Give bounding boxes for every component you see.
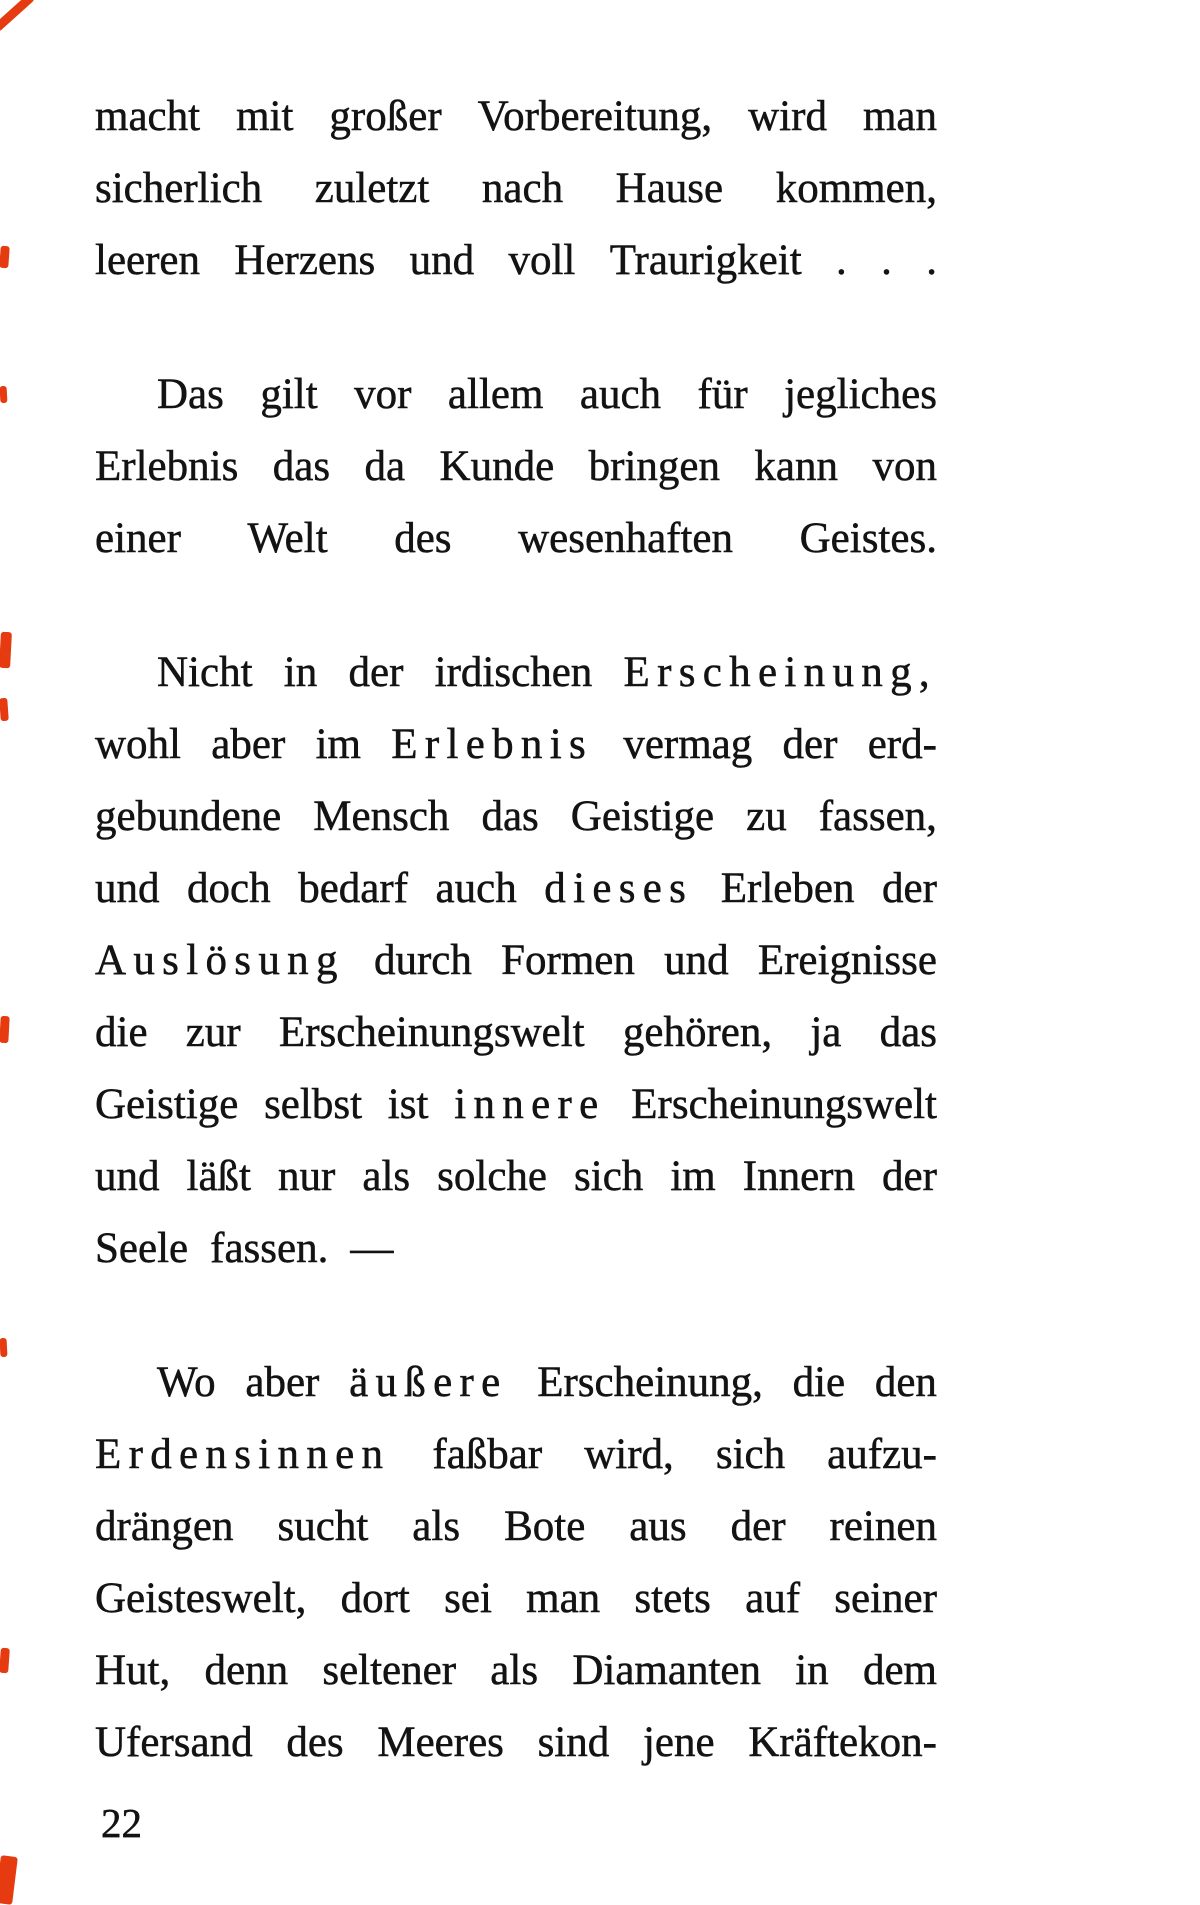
word: und — [95, 1153, 160, 1200]
text-line — [95, 164, 937, 236]
word: den — [874, 1359, 937, 1406]
word: des — [394, 515, 452, 562]
word: . — [926, 237, 937, 284]
word: solche — [437, 1153, 548, 1200]
word: reinen — [829, 1503, 937, 1550]
word: nur — [278, 1153, 336, 1200]
word: kommen, — [775, 165, 937, 212]
text-line — [95, 1224, 937, 1296]
word: wird — [748, 93, 827, 140]
word: wohl — [95, 721, 181, 768]
text-line — [95, 370, 937, 442]
word: leeren — [95, 237, 201, 284]
word: Erleben — [720, 865, 855, 912]
word: läßt — [186, 1153, 251, 1200]
word: ist — [387, 1081, 429, 1128]
word: aber — [211, 721, 286, 768]
word: wird, — [584, 1431, 674, 1478]
word: Vorbereitung, — [477, 93, 713, 140]
word: kann — [754, 443, 839, 490]
word: Erscheinung, — [537, 1359, 763, 1406]
paragraph — [95, 370, 937, 586]
word: gebundene — [95, 793, 282, 840]
word: dem — [862, 1647, 937, 1694]
word: Erlebnis — [391, 721, 594, 768]
word: und — [409, 237, 475, 284]
word: fassen. — [210, 1225, 329, 1272]
word: auf — [745, 1575, 801, 1622]
word: jene — [642, 1719, 715, 1766]
word: und — [95, 865, 160, 912]
word: Formen — [501, 937, 635, 984]
word: sucht — [277, 1503, 369, 1550]
word: als — [412, 1503, 461, 1550]
word: vor — [354, 371, 412, 418]
word: äußere — [349, 1359, 508, 1406]
red-edge-mark — [0, 246, 10, 269]
word: gehören, — [622, 1009, 773, 1056]
text-line — [95, 1718, 937, 1790]
paragraph — [95, 648, 937, 1296]
red-edge-mark — [0, 386, 7, 403]
word: Welt — [247, 515, 328, 562]
word: Erdensinnen — [95, 1431, 391, 1478]
word: allem — [447, 371, 544, 418]
word: selbst — [264, 1081, 363, 1128]
text-line — [95, 936, 937, 1008]
word: Kräftekon- — [748, 1719, 937, 1766]
word: . — [836, 237, 847, 284]
word: Hut, — [95, 1647, 171, 1694]
word: der — [882, 865, 937, 912]
word: seltener — [322, 1647, 457, 1694]
word: Hause — [615, 165, 724, 212]
word: die — [792, 1359, 846, 1406]
word: Ufersand — [95, 1719, 253, 1766]
word: fassen, — [818, 793, 937, 840]
red-edge-mark — [0, 1016, 10, 1043]
text-line — [95, 648, 937, 720]
text-line — [95, 514, 937, 586]
word: sind — [537, 1719, 610, 1766]
paragraph — [95, 1358, 937, 1790]
word: als — [362, 1153, 411, 1200]
red-edge-mark — [0, 1855, 18, 1905]
word: in — [283, 649, 318, 696]
word: der — [882, 1153, 937, 1200]
text-line — [95, 1152, 937, 1224]
word: mit — [236, 93, 294, 140]
word: denn — [204, 1647, 289, 1694]
word: als — [490, 1647, 539, 1694]
word: erd- — [867, 721, 937, 768]
word: das — [481, 793, 539, 840]
word: dieses — [544, 865, 694, 912]
text-line — [95, 864, 937, 936]
word: Mensch — [313, 793, 450, 840]
word: die — [95, 1009, 148, 1056]
word: da — [364, 443, 406, 490]
word: für — [697, 371, 748, 418]
word: aufzu- — [827, 1431, 937, 1478]
word: sei — [444, 1575, 492, 1622]
word: nach — [481, 165, 564, 212]
word: auch — [579, 371, 662, 418]
word: der — [730, 1503, 786, 1550]
word: aber — [245, 1359, 320, 1406]
word: das — [879, 1009, 937, 1056]
word: Erscheinung, — [623, 649, 937, 696]
word: Das — [157, 371, 224, 418]
word: seiner — [834, 1575, 937, 1622]
word: sich — [574, 1153, 644, 1200]
word: Geisteswelt, — [95, 1575, 307, 1622]
word: faßbar — [432, 1431, 543, 1478]
word: Nicht — [157, 649, 253, 696]
red-edge-mark — [0, 0, 35, 32]
paragraph — [95, 92, 937, 308]
text-line — [95, 1502, 937, 1574]
word: zu — [746, 793, 787, 840]
word: Seele — [95, 1225, 189, 1272]
word: Bote — [504, 1503, 586, 1550]
text-line — [95, 442, 937, 514]
word: Auslösung — [95, 937, 345, 984]
word: jegliches — [784, 371, 937, 418]
text-line — [95, 236, 937, 308]
red-edge-mark — [0, 698, 9, 722]
text-line — [95, 92, 937, 164]
word: einer — [95, 515, 181, 562]
word: Geistes. — [799, 515, 937, 562]
word: im — [670, 1153, 716, 1200]
word: Geistige — [95, 1081, 239, 1128]
word: Ereignisse — [757, 937, 937, 984]
word: der — [348, 649, 404, 696]
word: wesenhaften — [518, 515, 734, 562]
word: Erscheinungswelt — [631, 1081, 937, 1128]
word: Erscheinungswelt — [278, 1009, 585, 1056]
text-block — [95, 92, 937, 1790]
text-line — [95, 1574, 937, 1646]
word: Diamanten — [572, 1647, 761, 1694]
word: sicherlich — [95, 165, 263, 212]
word: zuletzt — [314, 165, 430, 212]
word: macht — [95, 93, 201, 140]
text-line — [95, 1358, 937, 1430]
text-line — [95, 1646, 937, 1718]
word: doch — [187, 865, 271, 912]
word: Herzens — [234, 237, 376, 284]
word: vermag — [623, 721, 753, 768]
word: Geistige — [570, 793, 715, 840]
word: bringen — [588, 443, 720, 490]
word: voll — [508, 237, 576, 284]
red-edge-mark — [0, 1648, 10, 1674]
word: Innern — [742, 1153, 855, 1200]
text-line — [95, 720, 937, 792]
word: in — [795, 1647, 829, 1694]
word: von — [872, 443, 937, 490]
word: man — [526, 1575, 601, 1622]
word: Traurigkeit — [609, 237, 802, 284]
text-line — [95, 1430, 937, 1502]
word: sich — [715, 1431, 786, 1478]
word: man — [862, 93, 937, 140]
word: auch — [435, 865, 517, 912]
word: — — [350, 1225, 394, 1272]
word: bedarf — [298, 865, 408, 912]
word: irdischen — [434, 649, 593, 696]
word: aus — [629, 1503, 687, 1550]
word: zur — [185, 1009, 241, 1056]
word: großer — [329, 93, 442, 140]
red-edge-mark — [0, 632, 12, 669]
text-line — [95, 792, 937, 864]
word: und — [664, 937, 729, 984]
word: drängen — [95, 1503, 234, 1550]
word: . — [881, 237, 892, 284]
page-number: 22 — [101, 1800, 142, 1846]
red-edge-mark — [0, 1338, 7, 1357]
word: der — [782, 721, 838, 768]
word: Kunde — [439, 443, 555, 490]
word: Wo — [157, 1359, 216, 1406]
word: dort — [340, 1575, 410, 1622]
word: das — [272, 443, 331, 490]
word: stets — [634, 1575, 711, 1622]
word: Erlebnis — [95, 443, 239, 490]
text-line — [95, 1080, 937, 1152]
word: Meeres — [377, 1719, 504, 1766]
word: im — [315, 721, 361, 768]
word: ja — [810, 1009, 842, 1056]
word: des — [286, 1719, 344, 1766]
word: gilt — [260, 371, 318, 418]
word: durch — [373, 937, 472, 984]
word: innere — [454, 1081, 606, 1128]
text-line — [95, 1008, 937, 1080]
